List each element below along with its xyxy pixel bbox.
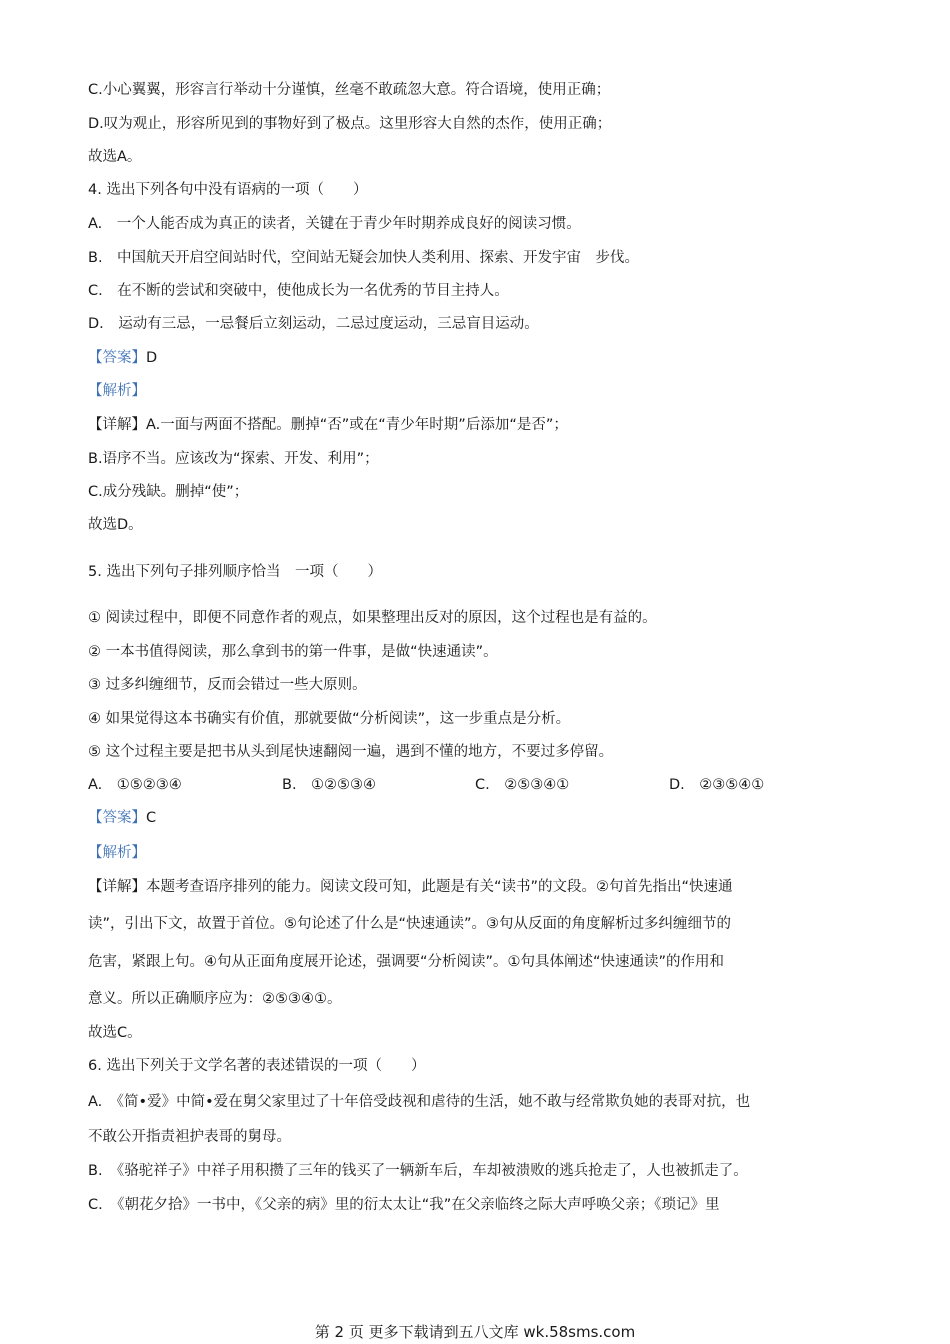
detail-label: 【详解】 [88, 417, 146, 433]
q5-sentence-4: ④ 如果觉得这本书确实有价值，那就要做“分析阅读”，这一步重点是分析。 [88, 711, 571, 727]
q3-option-d-explanation: D.叹为观止，形容所见到的事物好到了极点。这里形容大自然的杰作，使用正确； [88, 116, 612, 132]
answer-label: 【答案】 [88, 810, 146, 826]
q4-detail-b: B.语序不当。应该改为“探索、开发、利用”； [88, 451, 379, 467]
detail-text: A.一面与两面不搭配。删掉“否”或在“青少年时期”后添加“是否”； [146, 417, 568, 433]
q6-option-b: B. 《骆驼祥子》中祥子用积攒了三年的钱买了一辆新车后，车却被溃败的逃兵抢走了，人也被抓走了。 [88, 1163, 748, 1179]
page-footer: 第 2 页 更多下载请到五八文库 wk.58sms.com [314, 1323, 636, 1341]
q5-sentence-3: ③ 过多纠缠细节，反而会错过一些大原则。 [88, 677, 367, 693]
q4-analysis-label: 【解析】 [88, 383, 146, 399]
detail-label: 【详解】 [88, 879, 146, 895]
q5-option-b: B. ①②⑤③④ [282, 777, 377, 793]
q6-option-c-line-1: C. 《朝花夕拾》一书中，《父亲的病》里的衍太太让“我”在父亲临终之际大声呼唤父亲；《琐记》里 [88, 1197, 720, 1213]
q3-option-c-explanation: C.小心翼翼，形容言行举动十分谨慎，丝毫不敢疏忽大意。符合语境，使用正确； [88, 82, 611, 98]
q5-options-row [88, 775, 848, 795]
q5-option-c: C. ②⑤③④① [475, 777, 570, 793]
answer-value: D [146, 350, 158, 366]
q4-conclusion: 故选D。 [88, 517, 143, 533]
q5-sentence-1: ① 阅读过程中，即便不同意作者的观点，如果整理出反对的原因，这个过程也是有益的。 [88, 610, 657, 626]
answer-value: C [146, 810, 157, 826]
q5-detail-line-1 [88, 877, 733, 897]
q4-option-a: A. 一个人能否成为真正的读者，关键在于青少年时期养成良好的阅读习惯。 [88, 216, 581, 232]
q5-sentence-2: ② 一本书值得阅读，那么拿到书的第一件事，是做“快速通读”。 [88, 644, 498, 660]
q5-option-a: A. ①⑤②③④ [88, 777, 182, 793]
q4-option-b: B. 中国航天开启空间站时代，空间站无疑会加快人类利用、探索、开发宇宙 步伐。 [88, 250, 640, 266]
q5-option-d: D. ②③⑤④① [669, 777, 765, 793]
q4-option-d: D. 运动有三忌，一忌餐后立刻运动，二忌过度运动，三忌盲目运动。 [88, 316, 539, 332]
detail-text: 本题考查语序排列的能力。阅读文段可知，此题是有关“读书”的文段。②句首先指出“快速通 [146, 879, 733, 895]
q4-detail-a [88, 415, 568, 435]
q5-detail-line-4: 意义。所以正确顺序应为：②⑤③④①。 [88, 991, 342, 1007]
q6-title: 6. 选出下列关于文学名著的表述错误的一项（ ） [88, 1058, 426, 1074]
q5-title: 5. 选出下列句子排列顺序恰当 一项（ ） [88, 564, 382, 580]
q4-answer [88, 348, 157, 368]
q5-answer [88, 808, 156, 828]
q4-option-c: C. 在不断的尝试和突破中，使他成长为一名优秀的节目主持人。 [88, 283, 509, 299]
q5-detail-line-3: 危害，紧跟上句。④句从正面角度展开论述，强调要“分析阅读”。①句具体阐述“快速通读”的作用和 [88, 954, 725, 970]
q6-option-a-line-2: 不敢公开指责袒护表哥的舅母。 [88, 1129, 291, 1145]
q5-detail-line-2: 读”，引出下文，故置于首位。⑤句论述了什么是“快速通读”。③句从反面的角度解析过多纠缠细节的 [88, 916, 732, 932]
q4-detail-c: C.成分残缺。删掉“使”； [88, 484, 249, 500]
q3-conclusion: 故选A。 [88, 149, 142, 165]
q5-analysis-label: 【解析】 [88, 845, 146, 861]
q5-sentence-5: ⑤ 这个过程主要是把书从头到尾快速翻阅一遍，遇到不懂的地方，不要过多停留。 [88, 744, 614, 760]
q5-conclusion: 故选C。 [88, 1025, 142, 1041]
answer-label: 【答案】 [88, 350, 146, 366]
q6-option-a-line-1: A. 《简•爱》中简•爱在舅父家里过了十年倍受歧视和虐待的生活，她不敢与经常欺负她的表哥对抗，也 [88, 1094, 751, 1110]
q4-title: 4. 选出下列各句中没有语病的一项（ ） [88, 182, 368, 198]
